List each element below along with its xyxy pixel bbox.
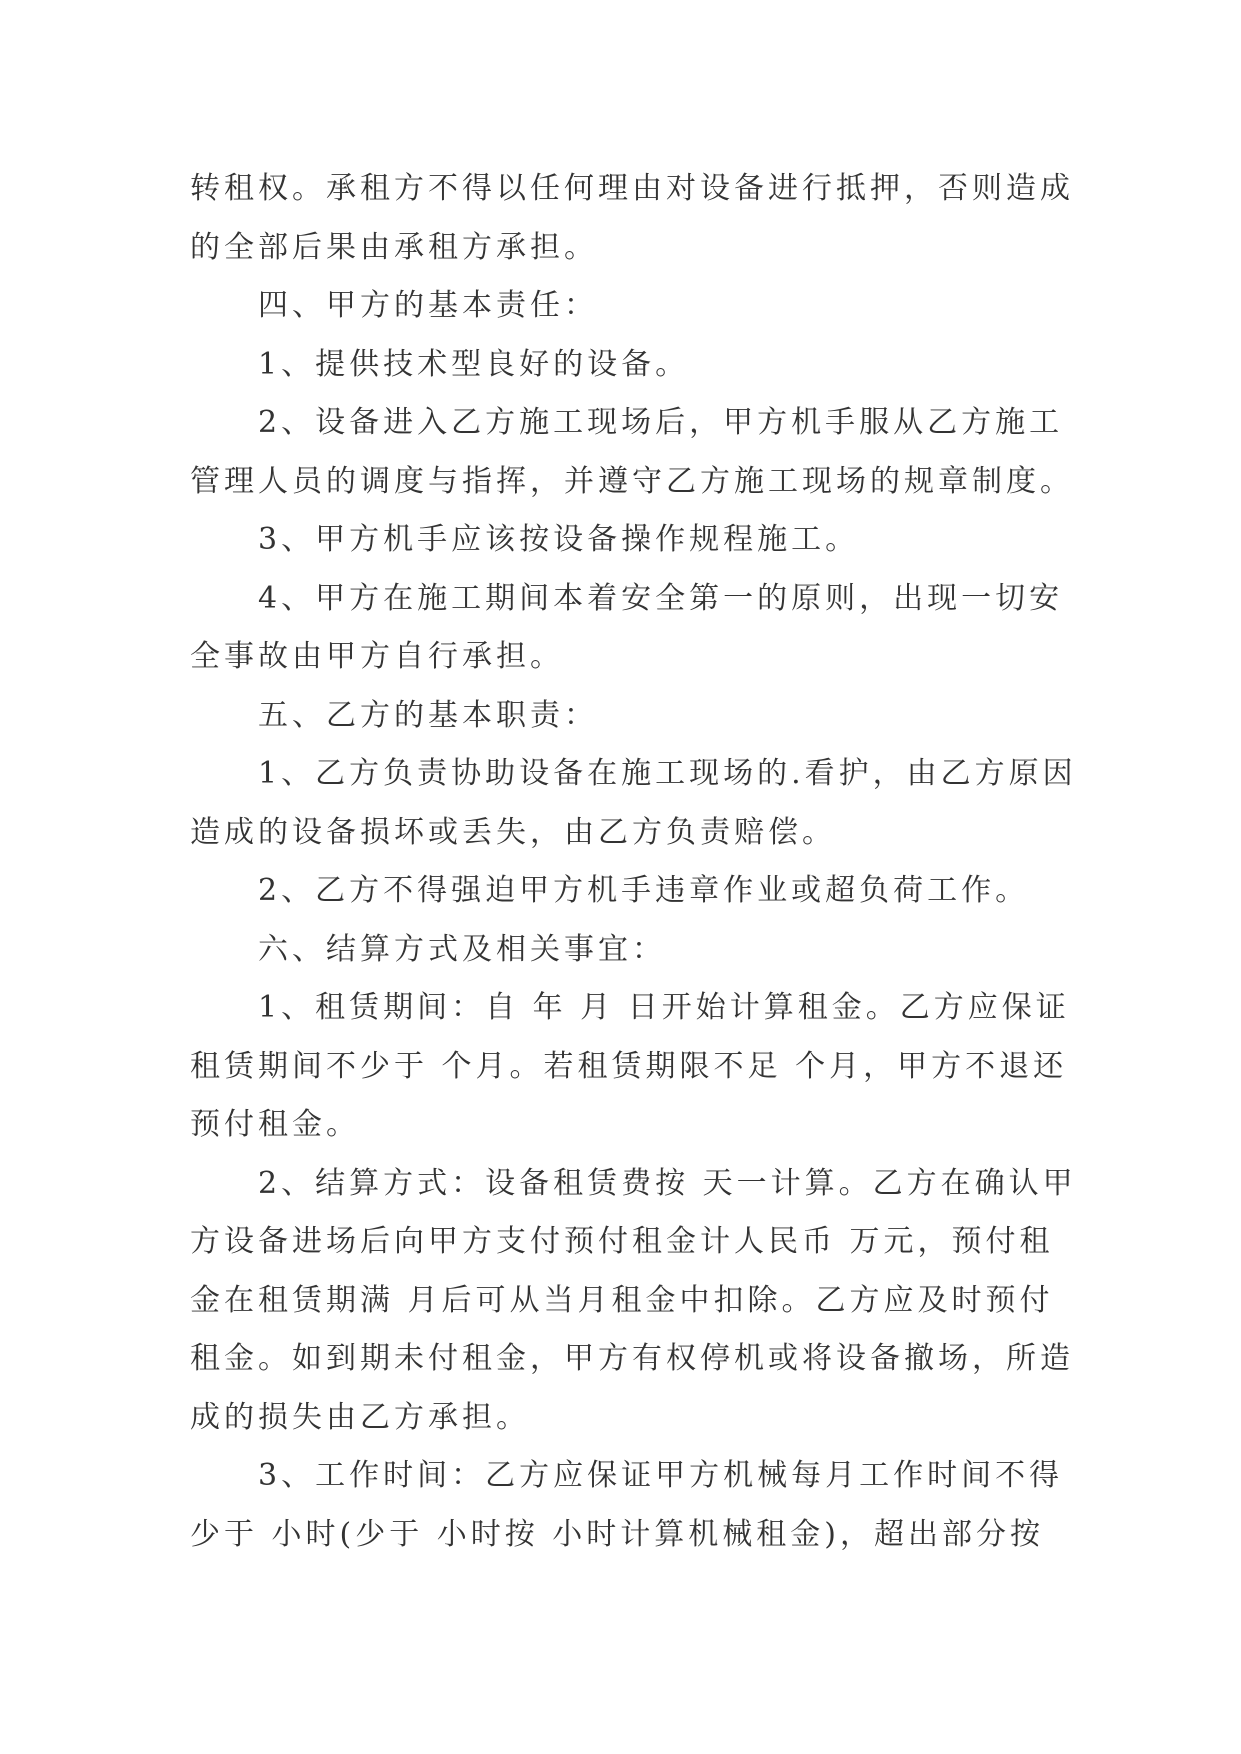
text-line: 2、结算方式：设备租赁费按 天一计算。乙方在确认甲 (258, 1165, 1077, 1201)
text-line: 3、甲方机手应该按设备操作规程施工。 (258, 522, 860, 557)
text-line: 预付租金。 (190, 1107, 360, 1142)
text-line: 金在租赁期满 月后可从当月租金中扣除。乙方应及时预付 (190, 1282, 1054, 1318)
text-line: 1、乙方负责协助设备在施工现场的.看护，由乙方原因 (258, 756, 1077, 791)
text-line: 2、乙方不得强迫甲方机手违章作业或超负荷工作。 (258, 873, 1030, 908)
text-line: 全事故由甲方自行承担。 (190, 639, 564, 674)
text-line: 成的损失由乙方承担。 (190, 1399, 530, 1435)
text-line: 3、工作时间：乙方应保证甲方机械每月工作时间不得 (258, 1458, 1064, 1493)
text-line: 造成的设备损坏或丢失，由乙方负责赔偿。 (190, 814, 836, 850)
text-line: 少于 小时(少于 小时按 小时计算机械租金)，超出部分按 (190, 1516, 1045, 1552)
text-line: 租赁期间不少于 个月。若租赁期限不足 个月，甲方不退还 (190, 1048, 1068, 1084)
text-line: 四、甲方的基本责任： (258, 288, 598, 323)
text-line: 租金。如到期未付租金，甲方有权停机或将设备撤场，所造 (190, 1341, 1074, 1376)
text-line: 1、提供技术型良好的设备。 (258, 346, 690, 382)
text-line: 1、租赁期间：自 年 月 日开始计算租金。乙方应保证 (258, 990, 1070, 1025)
text-line: 转租权。承租方不得以任何理由对设备进行抵押，否则造成 (190, 171, 1074, 206)
text-line: 六、结算方式及相关事宜： (258, 931, 666, 967)
text-line: 2、设备进入乙方施工现场后，甲方机手服从乙方施工 (258, 405, 1064, 440)
text-line: 五、乙方的基本职责： (258, 697, 598, 733)
text-line: 的全部后果由承租方承担。 (190, 229, 598, 265)
text-line: 4、甲方在施工期间本着安全第一的原则，出现一切安 (258, 580, 1064, 616)
document-body (190, 160, 1077, 1564)
text-line: 方设备进场后向甲方支付预付租金计人民币 万元，预付租 (190, 1224, 1054, 1259)
text-line: 管理人员的调度与指挥，并遵守乙方施工现场的规章制度。 (190, 463, 1074, 499)
